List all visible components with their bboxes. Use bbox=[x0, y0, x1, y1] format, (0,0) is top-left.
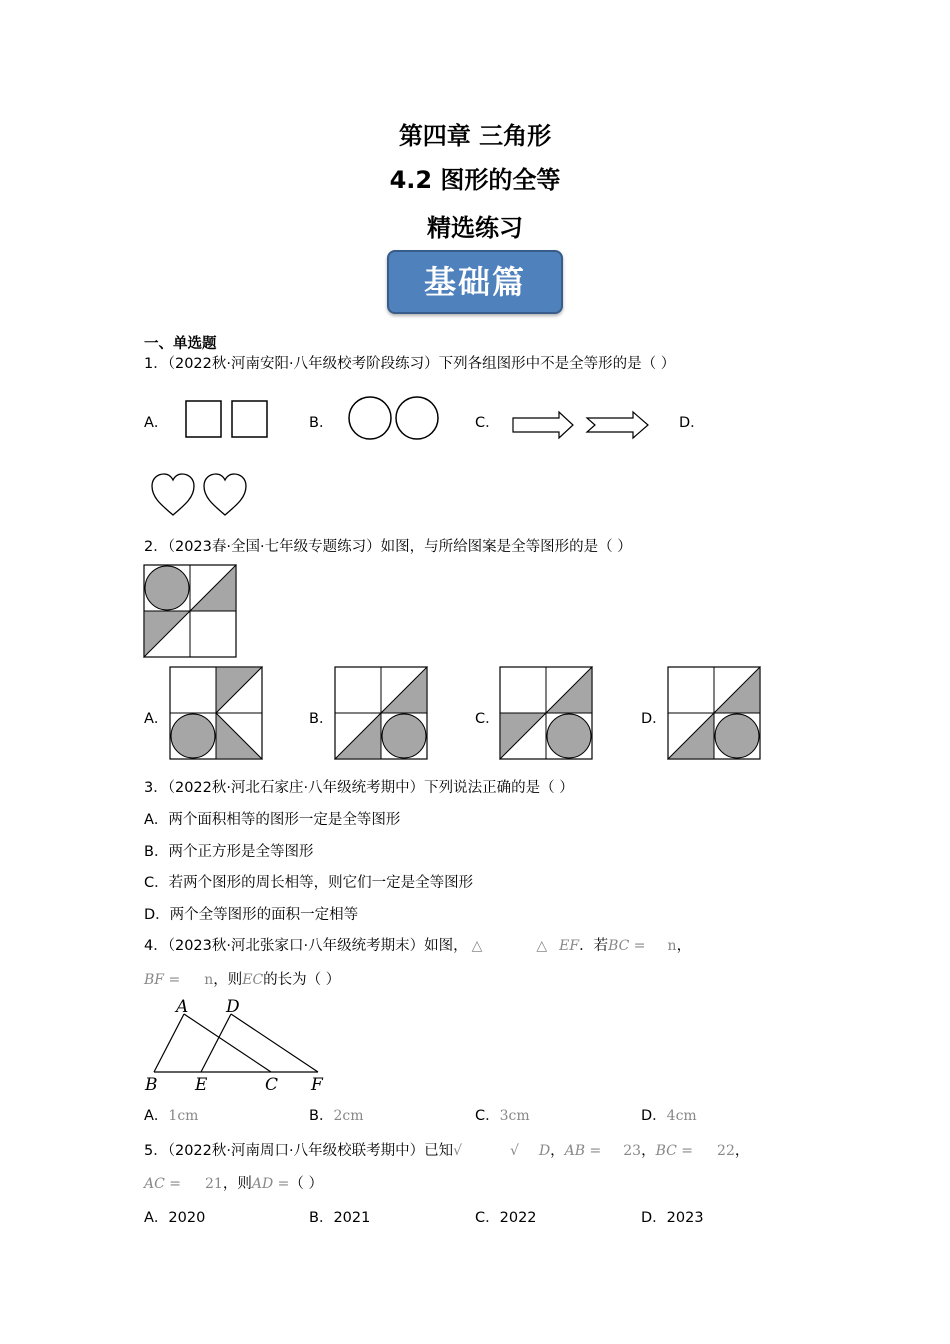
q4-option-d[interactable] bbox=[641, 1104, 697, 1125]
chapter-title: 第四章 三角形 bbox=[398, 122, 552, 150]
subtitle: 精选练习 bbox=[427, 214, 523, 242]
square-shape bbox=[186, 401, 221, 437]
q3-option-c[interactable]: C．若两个图形的周长相等，则它们一定是全等图形 bbox=[144, 875, 474, 891]
q4-triangle-figure bbox=[140, 996, 340, 1096]
label-b: B bbox=[145, 1075, 158, 1095]
q4-bc: BC = bbox=[608, 938, 646, 954]
segment-ab bbox=[154, 1014, 184, 1072]
q4-option-a-letter: A． bbox=[144, 1108, 169, 1124]
circle-shape bbox=[349, 397, 391, 439]
label-f: F bbox=[311, 1075, 323, 1095]
q5-option-b[interactable]: B．2021 bbox=[309, 1210, 371, 1226]
q2-stem: 2．（2023春·全国·七年级专题练习）如图，与所给图案是全等图形的是（ ） bbox=[144, 539, 632, 555]
q2-option-b-pattern[interactable] bbox=[334, 666, 428, 760]
label-c: C bbox=[265, 1075, 279, 1095]
q1-option-a-squares bbox=[184, 399, 270, 439]
q5-option-c[interactable]: C．2022 bbox=[475, 1210, 537, 1226]
circle-shape bbox=[171, 714, 215, 758]
triangle-symbol: △ bbox=[471, 938, 483, 954]
label-a: A bbox=[176, 997, 189, 1017]
q4-tail: 的长为（ ） bbox=[263, 972, 341, 988]
section-title: 4.2 图形的全等 bbox=[389, 166, 561, 194]
q4-ec: EC bbox=[242, 972, 264, 988]
q2-option-d-pattern[interactable] bbox=[667, 666, 761, 760]
q2-option-d-label: D． bbox=[641, 711, 667, 727]
q3-option-d[interactable]: D．两个全等图形的面积一定相等 bbox=[144, 907, 359, 923]
q4-ruo: ．若 bbox=[579, 938, 609, 954]
q5-option-d[interactable]: D．2023 bbox=[641, 1210, 704, 1226]
q1-option-c-arrows bbox=[511, 410, 653, 440]
q1-option-b-circles bbox=[347, 395, 442, 441]
q3-option-a[interactable]: A．两个面积相等的图形一定是全等图形 bbox=[144, 812, 401, 828]
segment-ac bbox=[184, 1014, 271, 1072]
q5-ab: AB = bbox=[564, 1143, 602, 1159]
check-symbol: √ bbox=[510, 1143, 519, 1159]
q4-option-c-letter: C． bbox=[475, 1108, 500, 1124]
q3-stem: 3．（2022秋·河北石家庄·八年级统考期中）下列说法正确的是（ ） bbox=[144, 780, 574, 796]
q5-stem-intro: 5．（2022秋·河南周口·八年级校联考期中）已知 bbox=[144, 1143, 454, 1159]
label-d: D bbox=[226, 997, 240, 1017]
q5-ab-value: 23 bbox=[623, 1143, 642, 1159]
q4-option-b-letter: B． bbox=[309, 1108, 334, 1124]
q5-ad: AD = bbox=[251, 1176, 290, 1192]
q4-unit-1: n bbox=[667, 938, 677, 954]
q1-stem: 1．（2022秋·河南安阳·八年级校考阶段练习）下列各组图形中不是全等形的是（ ） bbox=[144, 356, 676, 372]
q4-option-d-value: 4cm bbox=[666, 1108, 697, 1124]
q4-option-c[interactable] bbox=[475, 1104, 530, 1125]
q5-bc-value: 22 bbox=[717, 1143, 735, 1159]
heart-shape bbox=[152, 474, 194, 515]
q2-option-b-label: B． bbox=[309, 711, 334, 727]
q1-option-b-label: B． bbox=[309, 415, 334, 431]
q4-unit-2: n bbox=[204, 972, 214, 988]
check-symbol: √ bbox=[453, 1143, 463, 1159]
q5-option-a[interactable]: A．2020 bbox=[144, 1210, 206, 1226]
level-badge: 基础篇 bbox=[387, 250, 563, 314]
q3-option-b[interactable]: B．两个正方形是全等图形 bbox=[144, 844, 314, 860]
triangle-symbol: △ bbox=[536, 938, 548, 954]
q2-option-c-label: C． bbox=[475, 711, 500, 727]
notched-arrow-shape bbox=[587, 412, 648, 438]
circle-shape bbox=[382, 714, 426, 758]
q2-option-a-label: A． bbox=[144, 711, 169, 727]
circle-shape bbox=[396, 397, 438, 439]
segment-df bbox=[231, 1014, 318, 1072]
q5-ac-value: 21 bbox=[205, 1176, 223, 1192]
q5-stem-line2 bbox=[144, 1172, 323, 1193]
q4-ze: ，则 bbox=[213, 972, 243, 988]
q4-comma: ， bbox=[676, 938, 692, 954]
q5-bc: BC = bbox=[655, 1143, 694, 1159]
section-heading: 一、单选题 bbox=[144, 336, 217, 352]
circle-shape bbox=[715, 714, 759, 758]
q4-option-b-value: 2cm bbox=[333, 1108, 364, 1124]
q5-comma: ， bbox=[734, 1143, 750, 1159]
heart-shape bbox=[204, 474, 246, 515]
q2-given-pattern bbox=[143, 564, 237, 658]
q5-ac: AC = bbox=[144, 1176, 182, 1192]
q4-bf: BF = bbox=[144, 972, 181, 988]
q4-option-b[interactable] bbox=[309, 1104, 363, 1125]
q4-option-a[interactable] bbox=[144, 1104, 198, 1125]
q5-comma: ， bbox=[550, 1143, 565, 1159]
q4-option-a-value: 1cm bbox=[168, 1108, 199, 1124]
circle-shape bbox=[547, 714, 591, 758]
q4-stem-intro: 4．（2023秋·河北张家口·八年级统考期末）如图， bbox=[144, 938, 468, 954]
q1-option-d-label: D． bbox=[679, 415, 705, 431]
q4-stem-line1 bbox=[144, 934, 691, 955]
label-e: E bbox=[195, 1075, 208, 1095]
q2-option-a-pattern[interactable] bbox=[169, 666, 263, 760]
q5-comma: ， bbox=[641, 1143, 656, 1159]
q4-ef: EF bbox=[559, 938, 580, 954]
arrow-shape bbox=[513, 412, 573, 438]
q5-ze: ，则 bbox=[222, 1176, 252, 1192]
q1-option-d-hearts bbox=[150, 472, 252, 518]
q4-stem-line2 bbox=[144, 968, 340, 989]
circle-shape bbox=[145, 566, 189, 610]
q4-option-d-letter: D． bbox=[641, 1108, 667, 1124]
q4-option-c-value: 3cm bbox=[499, 1108, 530, 1124]
q5-tail: （ ） bbox=[289, 1176, 323, 1192]
square-shape bbox=[232, 401, 267, 437]
q2-option-c-pattern[interactable] bbox=[499, 666, 593, 760]
q1-option-a-label: A． bbox=[144, 415, 169, 431]
q5-d: D bbox=[538, 1143, 551, 1159]
q1-option-c-label: C． bbox=[475, 415, 500, 431]
q5-stem-line1 bbox=[144, 1139, 749, 1160]
